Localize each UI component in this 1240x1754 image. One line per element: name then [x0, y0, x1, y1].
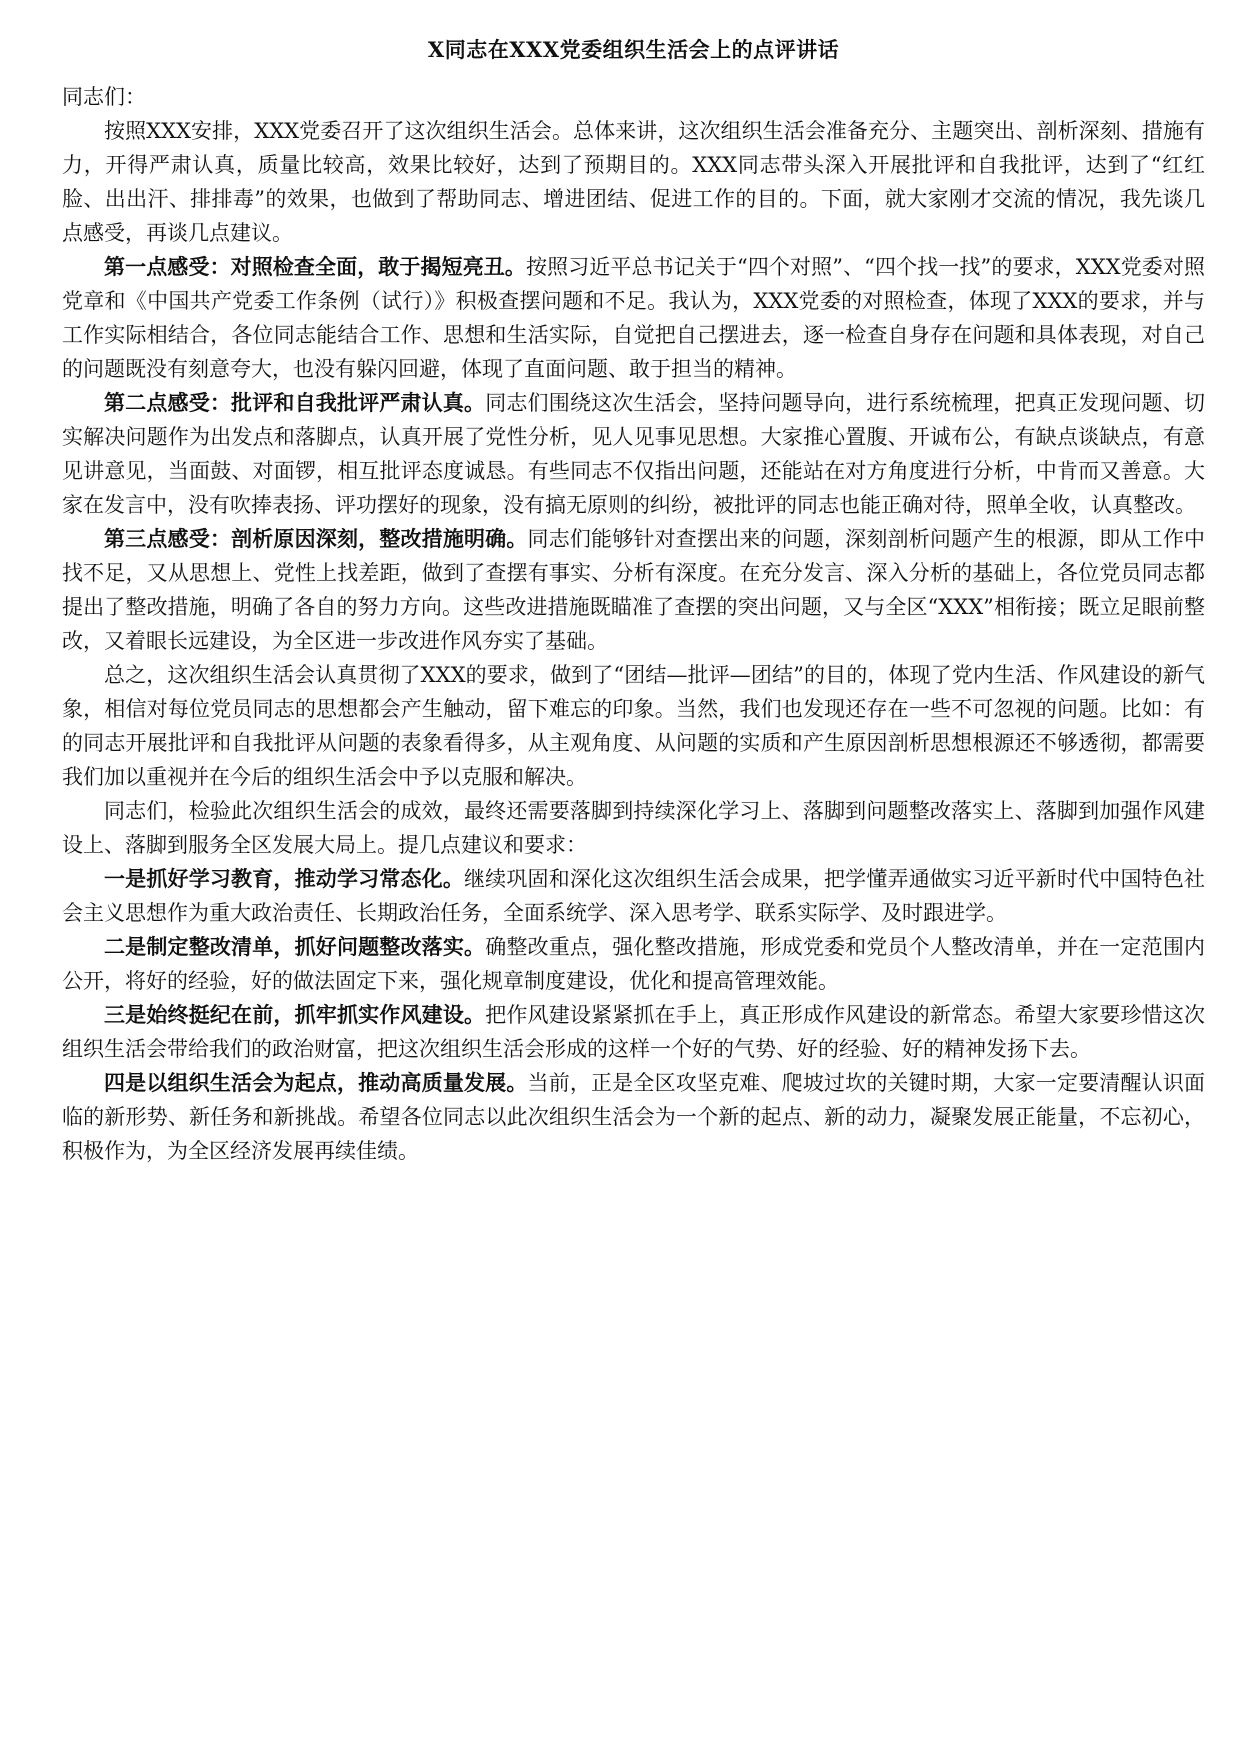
paragraph-text: 确整改重点，强化整改措施，形成党委和党员个人整改清单，并在一定范围内公开，将好的经验，好的做法固定下来，强化规章制度建设，优化和提高管理效能。 [62, 935, 1206, 993]
paragraph-text: 同志们围绕这次生活会，坚持问题导向，进行系统梳理，把真正发现问题、切实解决问题作为出发点和落脚点，认真开展了党性分析，见人见事见思想。大家推心置腹、开诚布公，有缺点谈缺点，有意见讲意见，当面鼓、对面锣，相互批评态度诚恳。有些同志不仅指出问题，还能站在对方角度进行分析，中肯而又善意。大家在发言中，没有吹捧表扬、评功摆好的现象，没有搞无原则的纠纷，被批评的同志也能正确对待，照单全收，认真整改。 [62, 391, 1206, 517]
document-page [62, 30, 1205, 1168]
paragraph-text: 总之，这次组织生活会认真贯彻了XXX的要求，做到了“团结—批评—团结”的目的，体现了党内生活、作风建设的新气象，相信对每位党员同志的思想都会产生触动，留下难忘的印象。当然，我们也发现还存在一些不可忽视的问题。比如：有的同志开展批评和自我批评从问题的表象看得多，从主观角度、从问题的实质和产生原因剖析思想根源还不够透彻，都需要我们加以重视并在今后的组织生活会中予以克服和解决。 [62, 663, 1205, 789]
paragraph-text: 同志们能够针对查摆出来的问题，深刻剖析问题产生的根源，即从工作中找不足，又从思想上、党性上找差距，做到了查摆有事实、分析有深度。在充分发言、深入分析的基础上，各位党员同志都提出了整改措施，明确了各自的努力方向。这些改进措施既瞄准了查摆的突出问题，又与全区“XXX”相衔接；既立足眼前整改，又着眼长远建设，为全区进一步改进作风夯实了基础。 [62, 527, 1205, 653]
paragraph-lead: 第一点感受：对照检查全面，敢于揭短亮丑。 [104, 254, 526, 279]
paragraph-lead: 二是制定整改清单，抓好问题整改落实。 [104, 934, 486, 959]
paragraph-transition [62, 794, 1205, 862]
paragraph-suggestion-2 [62, 930, 1205, 998]
paragraph-lead: 第三点感受：剖析原因深刻，整改措施明确。 [104, 526, 528, 551]
paragraph-text: 同志们，检验此次组织生活会的成效，最终还需要落脚到持续深化学习上、落脚到问题整改落实上、落脚到加强作风建设上、落脚到服务全区发展大局上。提几点建议和要求： [62, 799, 1205, 857]
paragraph-feeling-3 [62, 522, 1205, 658]
paragraph-lead: 一是抓好学习教育，推动学习常态化。 [104, 866, 464, 891]
paragraph-text: 继续巩固和深化这次组织生活会成果，把学懂弄通做实习近平新时代中国特色社会主义思想作为重大政治责任、长期政治任务，全面系统学、深入思考学、联系实际学、及时跟进学。 [62, 867, 1205, 925]
paragraph-suggestion-1 [62, 862, 1205, 930]
paragraph-text: 把作风建设紧紧抓在手上，真正形成作风建设的新常态。希望大家要珍惜这次组织生活会带给我们的政治财富，把这次组织生活会形成的这样一个好的气势、好的经验、好的精神发扬下去。 [62, 1003, 1206, 1061]
salutation: 同志们： [62, 85, 146, 109]
paragraph-feeling-1 [62, 250, 1205, 386]
paragraph-text: 按照XXX安排，XXX党委召开了这次组织生活会。总体来讲，这次组织生活会准备充分、主题突出、剖析深刻、措施有力，开得严肃认真，质量比较高，效果比较好，达到了预期目的。XXX同志带头深入开展批评和自我批评，达到了“红红脸、出出汗、排排毒”的效果，也做到了帮助同志、增进团结、促进工作的目的。下面，就大家刚才交流的情况，我先谈几点感受，再谈几点建议。 [62, 119, 1205, 245]
paragraph-feeling-2 [62, 386, 1205, 522]
paragraph-suggestion-4 [62, 1066, 1205, 1168]
paragraph-text: 按照习近平总书记关于“四个对照”、“四个找一找”的要求，XXX党委对照党章和《中国共产党委工作条例（试行）》积极查摆问题和不足。我认为，XXX党委的对照检查，体现了XXX的要求，并与工作实际相结合，各位同志能结合工作、思想和生活实际，自觉把自己摆进去，逐一检查自身存在问题和具体表现，对自己的问题既没有刻意夸大，也没有躲闪回避，体现了直面问题、敢于担当的精神。 [62, 255, 1205, 381]
paragraph-intro [62, 114, 1205, 250]
paragraph-lead: 第二点感受：批评和自我批评严肃认真。 [104, 390, 486, 415]
paragraph-lead: 四是以组织生活会为起点，推动高质量发展。 [104, 1070, 528, 1095]
paragraph-lead: 三是始终挺纪在前，抓牢抓实作风建设。 [104, 1002, 486, 1027]
paragraph-summary [62, 658, 1205, 794]
document-title: X同志在XXX党委组织生活会上的点评讲话 [427, 37, 840, 62]
paragraph-text: 当前，正是全区攻坚克难、爬坡过坎的关键时期，大家一定要清醒认识面临的新形势、新任务和新挑战。希望各位同志以此次组织生活会为一个新的起点、新的动力，凝聚发展正能量，不忘初心，积极作为，为全区经济发展再续佳绩。 [62, 1071, 1205, 1163]
paragraph-suggestion-3 [62, 998, 1205, 1066]
